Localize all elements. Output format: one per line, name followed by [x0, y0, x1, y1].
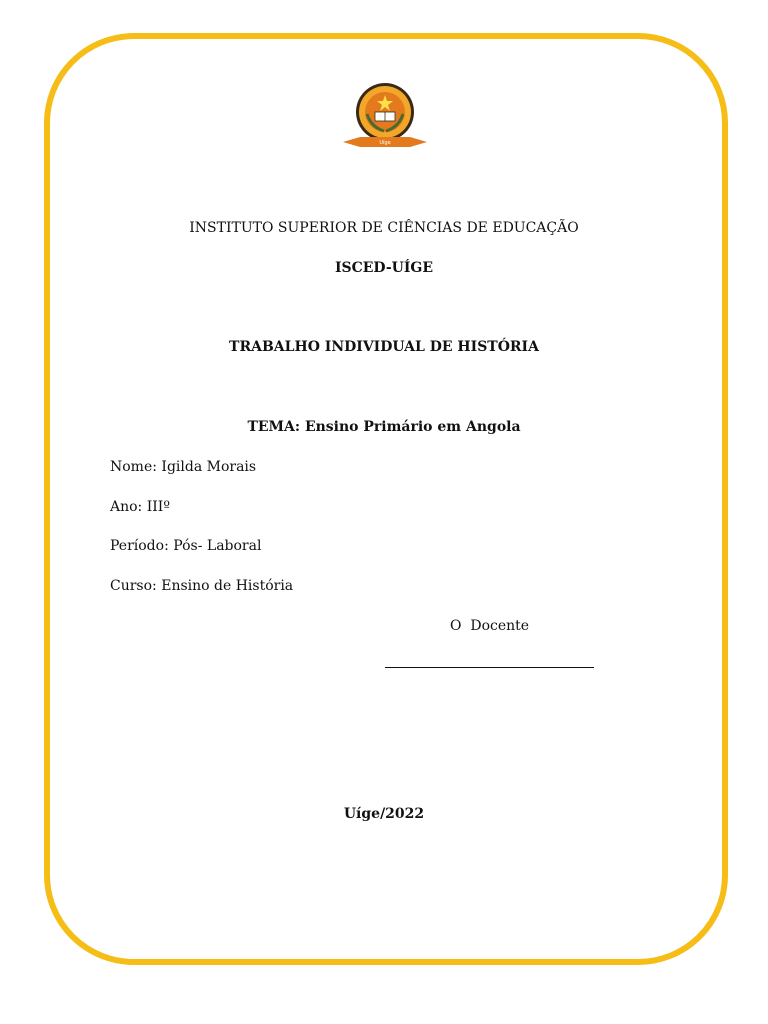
- institution-name: INSTITUTO SUPERIOR DE CIÊNCIAS DE EDUCAÇÃO: [189, 220, 579, 236]
- seal-caption: Uíge: [379, 140, 391, 146]
- institution-seal-logo: [340, 82, 430, 150]
- signature-line: [385, 667, 594, 668]
- theme-label: TEMA:: [247, 419, 301, 435]
- field-ano: [110, 499, 170, 515]
- field-curso: [110, 578, 293, 594]
- theme-value: Ensino Primário em Angola: [304, 419, 521, 435]
- field-nome: [110, 459, 256, 475]
- field-label: Curso:: [110, 578, 157, 594]
- field-value: Ensino de História: [161, 578, 294, 594]
- field-label: Nome:: [110, 459, 157, 475]
- field-periodo: [110, 538, 261, 554]
- theme-line: [0, 419, 768, 435]
- docente-label: O Docente: [450, 618, 530, 634]
- work-title: TRABALHO INDIVIDUAL DE HISTÓRIA: [229, 339, 539, 355]
- field-value: Igilda Morais: [161, 459, 257, 475]
- field-label: Período:: [110, 538, 169, 554]
- field-value: Pós- Laboral: [173, 538, 262, 554]
- footer-place-year: Uíge/2022: [343, 806, 425, 822]
- institution-acronym: ISCED-UÍGE: [334, 260, 434, 276]
- field-label: Ano:: [110, 499, 143, 515]
- field-value: IIIº: [146, 499, 170, 515]
